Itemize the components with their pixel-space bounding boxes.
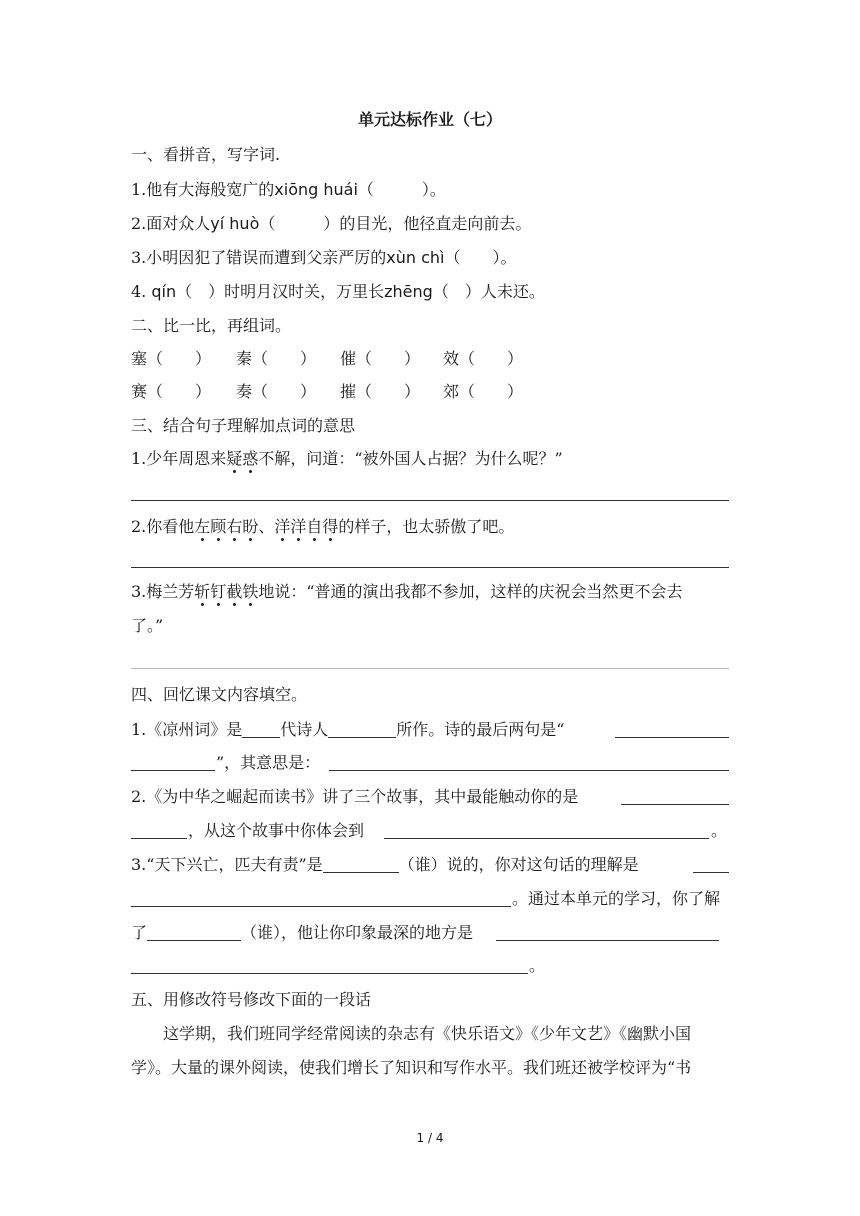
s1-question-3 bbox=[131, 248, 517, 268]
s1-q4-post: （ ）人未还。 bbox=[432, 282, 545, 301]
blank-line bbox=[131, 770, 215, 771]
answer-line bbox=[131, 668, 729, 669]
blank-line bbox=[242, 721, 280, 738]
s3-q1-pre: 1.少年周恩来 bbox=[131, 449, 227, 468]
s2-item: 赛（ ） bbox=[131, 382, 212, 401]
s3-q3-post: 地说：“普通的演出我都不参加，这样的庆祝会当然更不会去 bbox=[258, 582, 683, 601]
emphasis-char: 洋 bbox=[290, 517, 307, 536]
page-number: 1 / 4 bbox=[416, 1131, 444, 1145]
s2-item: 摧（ ） bbox=[340, 382, 421, 401]
section-4-heading: 四、回忆课文内容填空。 bbox=[131, 685, 308, 704]
s4-question-3 bbox=[131, 855, 639, 875]
s2-item: 奏（ ） bbox=[236, 382, 317, 401]
s1-q2-post: （ ）的目光，他径直走向前去。 bbox=[259, 214, 532, 233]
section-2-heading: 二、比一比，再组词。 bbox=[131, 316, 292, 335]
page-title: 单元达标作业（七） bbox=[357, 110, 502, 129]
s1-question-1 bbox=[131, 180, 446, 200]
s4-q1-text-b: 代诗人 bbox=[280, 720, 329, 739]
s4-q3-text-e: （谁），他让你印象最深的地方是 bbox=[241, 923, 474, 942]
s3-q2-pre: 2.你看他 bbox=[131, 517, 195, 536]
blank-line bbox=[693, 872, 729, 873]
emphasis-char: 自 bbox=[306, 517, 323, 536]
s3-q2-dotted-word-1 bbox=[194, 517, 258, 536]
blank-line bbox=[131, 838, 187, 839]
emphasis-char: 铁 bbox=[242, 582, 259, 601]
s3-q3-pre: 3.梅兰芳 bbox=[131, 582, 195, 601]
blank-line bbox=[131, 906, 511, 907]
s5-paragraph-line-2: 学》。大量的课外阅读，使我们增长了知识和写作水平。我们班还被学校评为“书 bbox=[131, 1058, 692, 1077]
s1-q3-pinyin: xùn chì bbox=[386, 248, 445, 267]
s3-question-2 bbox=[131, 517, 514, 537]
section-1-heading: 一、看拼音，写字词. bbox=[131, 145, 281, 164]
s3-q3-dotted-word bbox=[194, 582, 258, 601]
emphasis-char: 盼 bbox=[242, 517, 259, 536]
blank-line bbox=[384, 838, 709, 839]
s3-question-3-line-2: 了。” bbox=[131, 616, 164, 635]
section-5-heading: 五、用修改符号修改下面的一段话 bbox=[131, 990, 372, 1009]
s1-q3-post: （ ）。 bbox=[444, 248, 517, 267]
s2-item: 催（ ） bbox=[340, 349, 421, 368]
s3-q2-sep: 、 bbox=[258, 517, 275, 536]
s2-item: 塞（ ） bbox=[131, 349, 212, 368]
s4-q1-text-d: ”，其意思是： bbox=[216, 753, 321, 772]
s2-item: 秦（ ） bbox=[236, 349, 317, 368]
blank-line bbox=[615, 737, 729, 738]
blank-line bbox=[621, 804, 729, 805]
s3-q2-dotted-word-2 bbox=[274, 517, 338, 536]
s3-q1-dotted-word bbox=[226, 449, 258, 468]
section-3-heading: 三、结合句子理解加点词的意思 bbox=[131, 416, 356, 435]
s1-q1-pinyin: xiōng huái bbox=[274, 180, 358, 199]
s5-paragraph-line-1: 这学期，我们班同学经常阅读的杂志有《快乐语文》《少年文艺》《幽默小国 bbox=[163, 1024, 692, 1043]
s1-q2-pinyin: yí huò bbox=[210, 214, 260, 233]
s4-question-1 bbox=[131, 720, 564, 740]
answer-line bbox=[131, 500, 729, 501]
emphasis-char: 斩 bbox=[194, 582, 211, 601]
s1-q3-pre: 3.小明因犯了错误而遭到父亲严厉的 bbox=[131, 248, 387, 267]
blank-line bbox=[323, 856, 399, 873]
s3-question-1 bbox=[131, 449, 563, 469]
s4-q3-text-c: 。通过本单元的学习，你了解 bbox=[512, 889, 721, 908]
blank-line bbox=[496, 940, 719, 941]
emphasis-char: 疑 bbox=[226, 449, 243, 468]
s3-question-3 bbox=[131, 582, 683, 602]
emphasis-char: 截 bbox=[226, 582, 243, 601]
s1-q4-number: 4. bbox=[131, 282, 152, 301]
s1-q4-pinyin-2: zhēng bbox=[384, 282, 433, 301]
emphasis-char: 左 bbox=[194, 517, 211, 536]
s4-q3-text-f: 。 bbox=[529, 956, 546, 975]
blank-line bbox=[131, 973, 528, 974]
s4-q3-text-b: （谁）说的，你对这句话的理解是 bbox=[398, 855, 639, 874]
s4-q1-text-c: 所作。诗的最后两句是“ bbox=[396, 720, 565, 739]
s1-q1-pre: 1.他有大海般宽广的 bbox=[131, 180, 275, 199]
emphasis-char: 惑 bbox=[242, 449, 259, 468]
s4-question-2: 2.《为中华之崛起而读书》讲了三个故事，其中最能触动你的是 bbox=[131, 787, 579, 806]
s1-q4-pinyin-1: qín bbox=[151, 282, 177, 301]
s3-q1-post: 不解，问道：“被外国人占据？为什么呢？” bbox=[258, 449, 563, 468]
s1-question-2 bbox=[131, 214, 531, 234]
s4-q3-text-d: 了 bbox=[131, 923, 148, 942]
answer-line bbox=[131, 567, 729, 568]
emphasis-char: 钉 bbox=[210, 582, 227, 601]
s1-q1-post: （ ）。 bbox=[357, 180, 446, 199]
blank-line bbox=[328, 721, 396, 738]
s1-question-4 bbox=[131, 282, 545, 302]
s4-q3-text-a: 3.“天下兴亡，匹夫有责”是 bbox=[131, 855, 323, 874]
emphasis-char: 右 bbox=[226, 517, 243, 536]
s2-item: 效（ ） bbox=[443, 349, 524, 368]
emphasis-char: 得 bbox=[322, 517, 339, 536]
s1-q2-pre: 2.面对众人 bbox=[131, 214, 211, 233]
emphasis-char: 洋 bbox=[274, 517, 291, 536]
s2-item: 郊（ ） bbox=[443, 382, 524, 401]
emphasis-char: 顾 bbox=[210, 517, 227, 536]
s4-q2-text-c: 。 bbox=[711, 821, 728, 840]
s4-q1-text-a: 1.《凉州词》是 bbox=[131, 720, 243, 739]
s4-q3-line-3 bbox=[131, 923, 473, 943]
s4-q2-text-b: ，从这个故事中你体会到 bbox=[188, 821, 365, 840]
s1-q4-mid: （ ）时明月汉时关，万里长 bbox=[176, 282, 385, 301]
s3-q2-post: 的样子，也太骄傲了吧。 bbox=[338, 517, 515, 536]
blank-line bbox=[147, 924, 241, 941]
blank-line bbox=[329, 770, 729, 771]
